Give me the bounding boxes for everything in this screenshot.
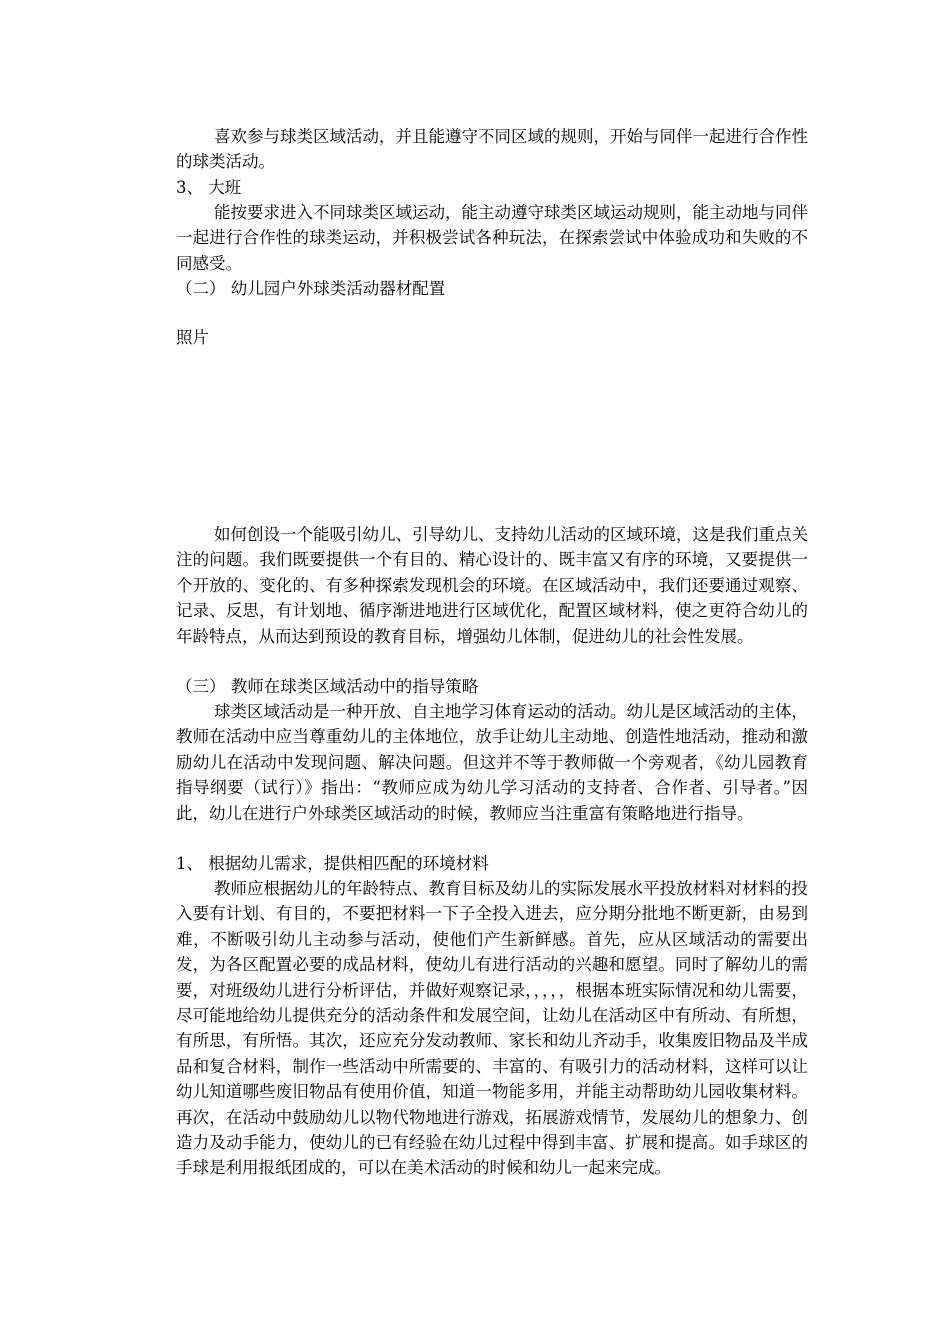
strategy-heading: （三） 教师在球类区域活动中的指导策略: [176, 677, 479, 696]
materials-paragraph: 教师应根据幼儿的年龄特点、教育目标及幼儿的实际发展水平投放材料对材料的投入要有计划、有目的，不要把材料一下子全投入进去，应分期分批地不断更新，由易到难，不断吸引幼儿主动参与活动，使他们产生新鲜感。首先，应从区域活动的需要出发，为各区配置必要的成品材料，使幼儿有进行活动的兴趣和愿望。同时了解幼儿的需要，对班级幼儿进行分析评估，并做好观察记录，，，，，根据本班实际情况和幼儿需要，尽可能地给幼儿提供充分的活动条件和发展空间，让幼儿在活动区中有所动、有所想，有所思，有所悟。其次，还应充分发动教师、家长和幼儿齐动手，收集废旧物品及半成品和复合材料，制作一些活动中所需要的、丰富的、有吸引力的活动材料，这样可以让幼儿知道哪些废旧物品有使用价值，知道一物能多用，并能主动帮助幼儿园收集材料。再次，在活动中鼓励幼儿以物代物地进行游戏，拓展游戏情节，发展幼儿的想象力、创造力及动手能力，使幼儿的已有经验在幼儿过程中得到丰富、扩展和提高。如手球区的手球是利用报纸团成的，可以在美术活动的时候和幼儿一起来完成。: [176, 879, 808, 1178]
strategy-paragraph: 球类区域活动是一种开放、自主地学习体育运动的活动。幼儿是区域活动的主体，教师在活动中应当尊重幼儿的主体地位，放手让幼儿主动地、创造性地活动，推动和激励幼儿在活动中发现问题、解决问题。但这并不等于教师做一个旁观者，《幼儿园教育指导纲要（试行）》指出：“教师应成为幼儿学习活动的支持者、合作者、引导者。”因此，幼儿在进行户外球类区域活动的时候，教师应当注重富有策略地进行指导。: [176, 702, 808, 823]
equipment-heading: （二） 幼儿园户外球类活动器材配置: [176, 279, 446, 298]
middle-class-paragraph: 喜欢参与球类区域活动，并且能遵守不同区域的规则，开始与同伴一起进行合作性的球类活动。: [176, 127, 808, 172]
materials-heading: 1、 根据幼儿需求，提供相匹配的环境材料: [176, 854, 489, 873]
photo-placeholder-label: 照片: [176, 328, 209, 347]
equipment-paragraph: 如何创设一个能吸引幼儿、引导幼儿、支持幼儿活动的区域环境，这是我们重点关注的问题。我们既要提供一个有目的、精心设计的、既丰富又有序的环境，又要提供一个开放的、变化的、有多种探索发现机会的环境。在区域活动中，我们还要通过观察、记录、反思，有计划地、循序渐进地进行区域优化，配置区域材料，使之更符合幼儿的年龄特点，从而达到预设的教育目标，增强幼儿体制，促进幼儿的社会性发展。: [176, 525, 808, 646]
senior-class-paragraph: 能按要求进入不同球类区域运动，能主动遵守球类区域运动规则，能主动地与同伴一起进行合作性的球类运动，并积极尝试各种玩法，在探索尝试中体验成功和失败的不同感受。: [176, 203, 808, 273]
senior-class-heading: 3、 大班: [176, 178, 242, 197]
